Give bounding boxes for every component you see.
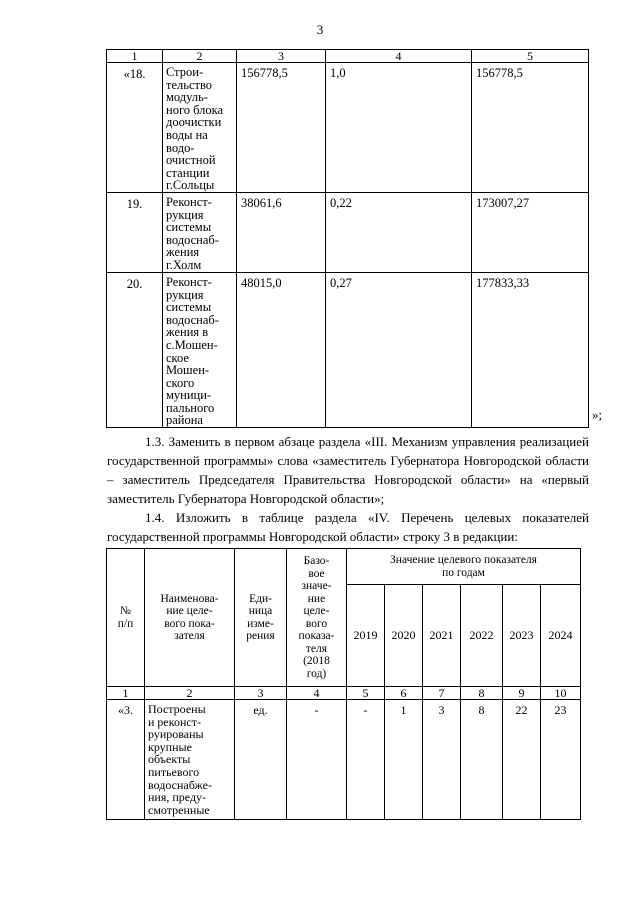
column-number: 8 — [461, 687, 503, 700]
header-indicator-name: Наименова- ние целе- вого пока- зателя — [145, 549, 235, 687]
column-number: 5 — [347, 687, 385, 700]
year-cell: 2019 — [347, 585, 385, 687]
row-number: «18. — [107, 63, 163, 193]
value-cell: 48015,0 — [237, 272, 326, 427]
column-number: 9 — [503, 687, 541, 700]
value-cell: 22 — [503, 700, 541, 820]
header-cell: 5 — [472, 50, 589, 63]
header-cell: 3 — [237, 50, 326, 63]
header-cell: 4 — [326, 50, 472, 63]
column-number: 4 — [287, 687, 347, 700]
table-row — [107, 192, 589, 272]
table-row — [107, 700, 581, 820]
row-number: 20. — [107, 272, 163, 427]
header-cell: 1 — [107, 50, 163, 63]
header-number: № п/п — [107, 549, 145, 687]
row-number: «3. — [107, 700, 145, 820]
column-number: 3 — [235, 687, 287, 700]
value-cell: 1,0 — [326, 63, 472, 193]
header-cell: 2 — [163, 50, 237, 63]
unit-cell: ед. — [235, 700, 287, 820]
base-value-cell: - — [287, 700, 347, 820]
year-cell: 2023 — [503, 585, 541, 687]
table-row — [107, 272, 589, 427]
column-number: 10 — [541, 687, 581, 700]
table-header-row — [107, 549, 581, 585]
value-cell: 3 — [423, 700, 461, 820]
value-cell: 0,22 — [326, 192, 472, 272]
header-unit: Еди- ница изме- рения — [235, 549, 287, 687]
paragraph-1-4: 1.4. Изложить в таблице раздела «IV. Перечень целевых показателей государственной программы Новгородской области» строку 3 в редакции: — [107, 510, 589, 544]
table-header-row — [107, 50, 589, 63]
value-cell: 1 — [385, 700, 423, 820]
object-name: Строи- тельство модуль- ного блока доочистки воды на водо- очистной станции г.Сольцы — [163, 63, 237, 193]
object-name: Реконст- рукция системы водоснаб- жения г.Холм — [163, 192, 237, 272]
year-cell: 2021 — [423, 585, 461, 687]
year-cell: 2024 — [541, 585, 581, 687]
year-cell: 2020 — [385, 585, 423, 687]
table-row — [107, 63, 589, 193]
header-base-value: Базо- вое значе- ние целе- вого показа- теля (2018 год) — [287, 549, 347, 687]
table-closing-mark: »; — [592, 407, 603, 422]
column-number: 1 — [107, 687, 145, 700]
value-cell: - — [347, 700, 385, 820]
objects-table — [106, 49, 589, 428]
page-number: 3 — [316, 22, 324, 37]
column-number: 2 — [145, 687, 235, 700]
value-cell: 156778,5 — [237, 63, 326, 193]
column-number: 6 — [385, 687, 423, 700]
numbering-row — [107, 687, 581, 700]
column-number: 7 — [423, 687, 461, 700]
value-cell: 38061,6 — [237, 192, 326, 272]
year-cell: 2022 — [461, 585, 503, 687]
paragraph-1-3: 1.3. Заменить в первом абзаце раздела «III. Механизм управления реализацией государственной программы» слова «заместитель Губернатора Новгородской области – заместитель Председателя Правительства Новгородской области» на «первый заместитель Губернатора Новгородской области»; — [107, 434, 589, 506]
row-number: 19. — [107, 192, 163, 272]
value-cell: 8 — [461, 700, 503, 820]
value-cell: 173007,27 — [472, 192, 589, 272]
indicators-table — [106, 548, 581, 820]
value-cell: 156778,5 — [472, 63, 589, 193]
value-cell: 177833,33 — [472, 272, 589, 427]
object-name: Реконст- рукция системы водоснаб- жения в с.Мошен- ское Мошен- ского муници- пального района — [163, 272, 237, 427]
indicator-name: Построены и реконст- руированы крупные объекты питьевого водоснабже- ния, преду- смотренные — [145, 700, 235, 820]
header-target-values: Значение целевого показателя по годам — [347, 549, 581, 585]
value-cell: 23 — [541, 700, 581, 820]
value-cell: 0,27 — [326, 272, 472, 427]
